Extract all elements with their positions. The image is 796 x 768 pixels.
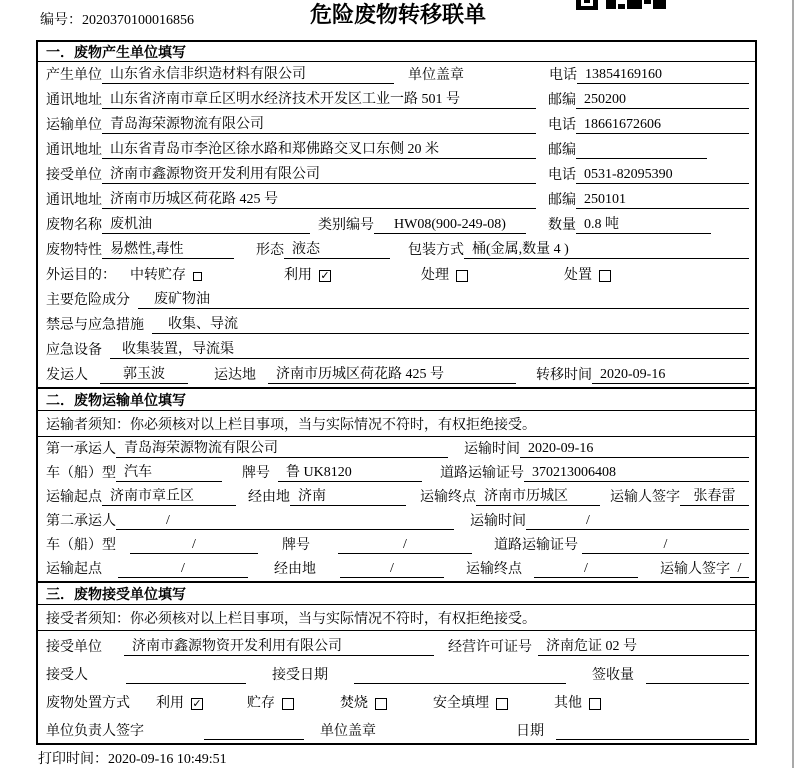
disposal-incinerate-checkbox — [375, 698, 387, 710]
disposal-reuse-label: 利用 — [156, 696, 184, 711]
transporter-zip-label: 邮编 — [548, 143, 576, 158]
purpose-dispose-checkbox — [599, 270, 611, 282]
receiver-label: 接受单位 — [46, 168, 102, 183]
purpose-transit-storage-checkbox — [193, 272, 202, 281]
license-label: 经营许可证号 — [448, 640, 532, 655]
category-label: 类别编号 — [318, 218, 374, 233]
transporter-notice: 运输者须知：你必须核对以上栏目事项，当与实际情况不符时，有权拒绝接受。 — [38, 411, 755, 437]
producer-value: 山东省永信非织造材料有限公司 — [102, 66, 394, 84]
character-label: 废物特性 — [46, 243, 102, 258]
carrier2-value: / — [116, 512, 454, 530]
responsible-sign-row — [38, 715, 755, 743]
accept-unit-row — [38, 631, 755, 659]
print-time — [38, 748, 227, 768]
transfer-time-value: 2020-09-16 — [592, 366, 749, 384]
permit1-label: 道路运输证号 — [440, 466, 524, 481]
consignor-label: 发运人 — [46, 368, 88, 383]
purpose-transit-storage-label: 中转贮存 — [130, 268, 186, 283]
waste-name-value: 废机油 — [102, 216, 310, 234]
second-route-row — [38, 557, 755, 581]
purpose-reuse-label: 利用 — [284, 268, 312, 283]
transporter-addr-value: 山东省青岛市李沧区徐水路和郑佛路交叉口东侧 20 米 — [102, 141, 536, 159]
sign2-label: 运输人签字 — [660, 562, 730, 577]
permit2-value: / — [582, 536, 749, 554]
receiver-value: 济南市鑫源物资开发利用有限公司 — [102, 166, 536, 184]
first-carrier-row — [38, 437, 755, 461]
via2-value: / — [340, 560, 444, 578]
transporter-address-row — [38, 137, 755, 162]
accept-date-value — [354, 667, 566, 684]
vehicle2-value: / — [130, 536, 258, 554]
via2-label: 经由地 — [274, 562, 316, 577]
acceptor-row — [38, 659, 755, 687]
acceptor-value — [126, 667, 246, 684]
section2-title: 二．废物运输单位填写 — [38, 387, 755, 411]
section1-title: 一．废物产生单位填写 — [38, 42, 755, 62]
hazard-label: 主要危险成分 — [46, 293, 130, 308]
receiver-zip-label: 邮编 — [548, 193, 576, 208]
section-producer — [38, 42, 755, 387]
purpose-treat-checkbox — [456, 270, 468, 282]
date-label: 日期 — [516, 724, 544, 739]
permit2-label: 道路运输证号 — [494, 538, 578, 553]
producer-phone-label: 电话 — [549, 68, 577, 83]
carrier1-label: 第一承运人 — [46, 442, 116, 457]
form-value: 液态 — [284, 241, 390, 259]
serial-value: 2020370100016856 — [82, 13, 194, 28]
waste-name-label: 废物名称 — [46, 218, 102, 233]
plate2-value: / — [338, 536, 472, 554]
hazard-component-row — [38, 287, 755, 312]
receiver-addr-label: 通讯地址 — [46, 193, 102, 208]
disposal-storage-label: 贮存 — [247, 696, 275, 711]
taboo-value: 收集、导流 — [152, 316, 749, 334]
disposal-reuse-checkbox: ✓ — [192, 697, 202, 710]
emergency-measures-row — [38, 312, 755, 337]
vehicle1-label: 车（船）型 — [46, 466, 116, 481]
acceptor-label: 接受人 — [46, 668, 88, 683]
end2-value: / — [534, 560, 638, 578]
end1-label: 运输终点 — [420, 490, 476, 505]
first-vehicle-row — [38, 461, 755, 485]
sign2-value: / — [730, 560, 749, 578]
form-label: 形态 — [256, 243, 284, 258]
end2-label: 运输终点 — [466, 562, 522, 577]
print-time-value: 2020-09-16 10:49:51 — [108, 752, 227, 767]
second-vehicle-row — [38, 533, 755, 557]
producer-address-row — [38, 87, 755, 112]
receiver-phone-value: 0531-82095390 — [576, 166, 749, 184]
disposal-other-label: 其他 — [554, 696, 582, 711]
producer-label: 产生单位 — [46, 68, 102, 83]
plate1-label: 牌号 — [242, 466, 270, 481]
head-sign-value — [204, 723, 304, 740]
producer-zip-value: 250200 — [576, 91, 749, 109]
receiver-addr-value: 济南市历城区荷花路 425 号 — [102, 191, 536, 209]
taboo-label: 禁忌与应急措施 — [46, 318, 144, 333]
producer-addr-label: 通讯地址 — [46, 93, 102, 108]
carrier1-value: 青岛海荣源物流有限公司 — [116, 440, 448, 458]
equipment-label: 应急设备 — [46, 343, 102, 358]
hazard-value: 废矿物油 — [138, 291, 749, 309]
section3-title: 三．废物接受单位填写 — [38, 581, 755, 605]
section-receiver — [38, 581, 755, 743]
transporter-value: 青岛海荣源物流有限公司 — [102, 116, 536, 134]
purpose-reuse-checkbox: ✓ — [320, 269, 330, 282]
waste-name-row — [38, 212, 755, 237]
disposal-storage-checkbox — [282, 698, 294, 710]
disposal-landfill-checkbox — [496, 698, 508, 710]
accept-unit-label: 接受单位 — [46, 640, 102, 655]
destination-value: 济南市历城区荷花路 425 号 — [268, 366, 516, 384]
via1-value: 济南 — [290, 488, 406, 506]
producer-addr-value: 山东省济南市章丘区明水经济技术开发区工业一路 501 号 — [102, 91, 536, 109]
transporter-label: 运输单位 — [46, 118, 102, 133]
time1-label: 运输时间 — [464, 442, 520, 457]
destination-label: 运达地 — [214, 368, 256, 383]
second-carrier-row — [38, 509, 755, 533]
page-edge-divider — [792, 0, 794, 768]
accept-date-label: 接受日期 — [272, 668, 328, 683]
time2-value: / — [526, 512, 749, 530]
end1-value: 济南市历城区 — [476, 488, 600, 506]
received-qty-label: 签收量 — [592, 668, 634, 683]
packing-value: 桶(金属,数量 4 ) — [464, 241, 749, 259]
receiver-address-row — [38, 187, 755, 212]
serial-label: 编号： — [40, 13, 82, 28]
sign1-label: 运输人签字 — [610, 490, 680, 505]
transporter-zip-value — [576, 142, 707, 159]
carrier2-label: 第二承运人 — [46, 514, 116, 529]
first-route-row — [38, 485, 755, 509]
manifest-table — [36, 40, 757, 745]
producer-zip-label: 邮编 — [548, 93, 576, 108]
page-title: 危险废物转移联单 — [309, 2, 486, 27]
transfer-purpose-row — [38, 262, 755, 287]
disposal-other-checkbox — [589, 698, 601, 710]
quantity-label: 数量 — [548, 218, 576, 233]
head-sign-label: 单位负责人签字 — [46, 724, 144, 739]
transporter-addr-label: 通讯地址 — [46, 143, 102, 158]
disposal-label: 废物处置方式 — [46, 696, 130, 711]
print-time-label: 打印时间： — [38, 752, 108, 767]
transporter-phone-label: 电话 — [548, 118, 576, 133]
origin1-value: 济南市章丘区 — [102, 488, 236, 506]
permit1-value: 370213006408 — [524, 464, 749, 482]
purpose-treat-label: 处理 — [421, 268, 449, 283]
vehicle1-value: 汽车 — [116, 464, 222, 482]
transporter-row — [38, 112, 755, 137]
category-value: HW08(900-249-08) — [374, 216, 526, 234]
unit-seal-label: 单位盖章 — [408, 68, 464, 83]
transfer-time-label: 转移时间 — [536, 368, 592, 383]
disposal-incinerate-label: 焚烧 — [340, 696, 368, 711]
time1-value: 2020-09-16 — [520, 440, 749, 458]
unit-seal-label-3: 单位盖章 — [320, 724, 376, 739]
purpose-label: 外运目的： — [46, 268, 116, 283]
producer-phone-value: 13854169160 — [577, 66, 749, 84]
receiver-phone-label: 电话 — [548, 168, 576, 183]
accept-unit-value: 济南市鑫源物资开发利用有限公司 — [124, 638, 434, 656]
origin1-label: 运输起点 — [46, 490, 102, 505]
quantity-value: 0.8 吨 — [576, 216, 711, 234]
purpose-dispose-label: 处置 — [564, 268, 592, 283]
license-value: 济南危证 02 号 — [538, 638, 749, 656]
date-value — [556, 723, 749, 740]
receiver-notice: 接受者须知：你必须核对以上栏目事项，当与实际情况不符时，有权拒绝接受。 — [38, 605, 755, 631]
transporter-phone-value: 18661672606 — [576, 116, 749, 134]
origin2-value: / — [118, 560, 248, 578]
packing-label: 包装方式 — [408, 243, 464, 258]
equipment-value: 收集装置，导流渠 — [110, 341, 749, 359]
section-transporter — [38, 387, 755, 581]
time2-label: 运输时间 — [470, 514, 526, 529]
receiver-row — [38, 162, 755, 187]
disposal-landfill-label: 安全填埋 — [433, 696, 489, 711]
plate1-value: 鲁 UK8120 — [278, 464, 422, 482]
producer-row — [38, 62, 755, 87]
waste-character-row — [38, 237, 755, 262]
consignor-row — [38, 362, 755, 387]
sign1-value: 张春雷 — [680, 488, 749, 506]
vehicle2-label: 车（船）型 — [46, 538, 116, 553]
origin2-label: 运输起点 — [46, 562, 102, 577]
receiver-zip-value: 250101 — [576, 191, 749, 209]
consignor-value: 郭玉波 — [100, 366, 188, 384]
disposal-method-row — [38, 687, 755, 715]
plate2-label: 牌号 — [282, 538, 310, 553]
character-value: 易燃性,毒性 — [102, 241, 234, 259]
received-qty-value — [646, 667, 749, 684]
qr-code-fragment — [576, 0, 668, 11]
via1-label: 经由地 — [248, 490, 290, 505]
emergency-equipment-row — [38, 337, 755, 362]
